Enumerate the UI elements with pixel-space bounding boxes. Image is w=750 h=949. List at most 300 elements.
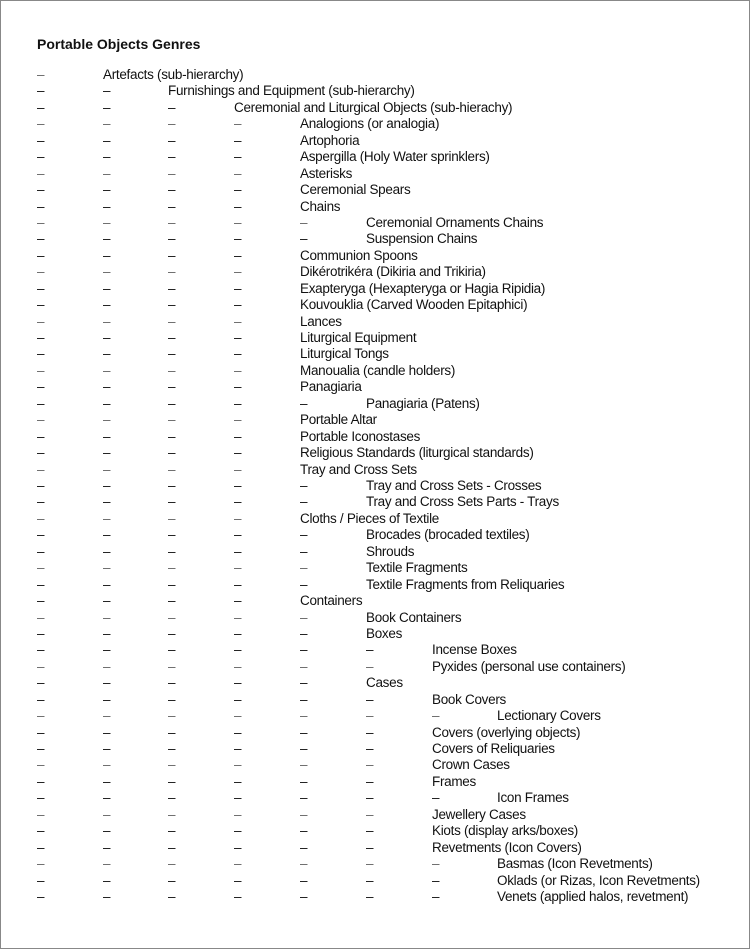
list-item-label: Shrouds xyxy=(366,543,415,559)
level-dash: – xyxy=(234,708,242,724)
list-item-label: Kiots (display arks/boxes) xyxy=(432,823,579,839)
level-dash: – xyxy=(300,658,308,674)
level-dash: – xyxy=(168,675,176,691)
level-dash: – xyxy=(168,691,176,707)
level-dash: – xyxy=(234,593,242,609)
list-item xyxy=(0,363,750,379)
level-dash: – xyxy=(168,149,176,165)
level-dash: – xyxy=(103,576,111,592)
level-dash: – xyxy=(103,297,111,313)
level-dash: – xyxy=(168,116,176,132)
list-item xyxy=(0,297,750,313)
level-dash: – xyxy=(366,708,374,724)
level-dash: – xyxy=(234,560,242,576)
level-dash: – xyxy=(168,543,176,559)
level-dash: – xyxy=(234,362,242,378)
level-dash: – xyxy=(300,806,308,822)
list-item xyxy=(0,231,750,247)
level-dash: – xyxy=(103,724,111,740)
level-dash: – xyxy=(300,823,308,839)
list-item xyxy=(0,757,750,773)
level-dash: – xyxy=(234,856,242,872)
list-item-label: Liturgical Tongs xyxy=(300,346,389,362)
list-item xyxy=(0,774,750,790)
level-dash: – xyxy=(234,889,242,904)
level-dash: – xyxy=(300,708,308,724)
level-dash: – xyxy=(234,264,242,280)
level-dash: – xyxy=(366,790,374,806)
level-dash: – xyxy=(103,214,111,230)
level-dash: – xyxy=(103,494,111,510)
level-dash: – xyxy=(168,330,176,346)
level-dash: – xyxy=(366,741,374,757)
level-dash: – xyxy=(300,741,308,757)
level-dash: – xyxy=(234,658,242,674)
list-item-label: Analogions (or analogia) xyxy=(300,116,440,132)
list-item-label: Ceremonial and Liturgical Objects (sub-hierachy) xyxy=(234,99,513,115)
level-dash: – xyxy=(366,658,374,674)
list-item-label: Portable Iconostases xyxy=(300,428,421,444)
level-dash: – xyxy=(168,773,176,789)
list-item xyxy=(0,396,750,412)
list-item-label: Book Covers xyxy=(432,691,506,707)
list-item xyxy=(0,83,750,99)
level-dash: – xyxy=(300,889,308,904)
list-item-label: Portable Altar xyxy=(300,412,377,428)
level-dash: – xyxy=(234,543,242,559)
level-dash: – xyxy=(300,691,308,707)
list-item-label: Suspension Chains xyxy=(366,231,478,247)
list-item xyxy=(0,166,750,182)
list-item-label: Crown Cases xyxy=(432,757,510,773)
list-item xyxy=(0,100,750,116)
list-item xyxy=(0,511,750,527)
level-dash: – xyxy=(37,445,45,461)
level-dash: – xyxy=(37,741,45,757)
list-item-label: Boxes xyxy=(366,625,403,641)
level-dash: – xyxy=(168,494,176,510)
list-item xyxy=(0,823,750,839)
level-dash: – xyxy=(37,691,45,707)
list-item-label: Artophoria xyxy=(300,132,360,148)
list-item-label: Liturgical Equipment xyxy=(300,330,417,346)
level-dash: – xyxy=(168,889,176,904)
level-dash: – xyxy=(300,609,308,625)
level-dash: – xyxy=(234,806,242,822)
list-item-label: Covers (overlying objects) xyxy=(432,724,581,740)
list-item-label: Covers of Reliquaries xyxy=(432,741,555,757)
level-dash: – xyxy=(103,165,111,181)
level-dash: – xyxy=(103,313,111,329)
level-dash: – xyxy=(37,165,45,181)
list-item xyxy=(0,889,750,905)
level-dash: – xyxy=(168,280,176,296)
level-dash: – xyxy=(103,330,111,346)
level-dash: – xyxy=(234,182,242,198)
list-item-label: Exapteryga (Hexapteryga or Hagia Ripidia) xyxy=(300,280,546,296)
list-item-label: Venets (applied halos, revetment) xyxy=(497,889,689,904)
level-dash: – xyxy=(234,872,242,888)
level-dash: – xyxy=(234,773,242,789)
level-dash: – xyxy=(37,839,45,855)
level-dash: – xyxy=(300,675,308,691)
level-dash: – xyxy=(234,576,242,592)
level-dash: – xyxy=(103,83,111,99)
level-dash: – xyxy=(37,593,45,609)
level-dash: – xyxy=(168,478,176,493)
list-item xyxy=(0,248,750,264)
level-dash: – xyxy=(366,757,374,773)
level-dash: – xyxy=(37,412,45,428)
level-dash: – xyxy=(37,708,45,724)
list-item xyxy=(0,133,750,149)
level-dash: – xyxy=(103,872,111,888)
level-dash: – xyxy=(168,297,176,313)
level-dash: – xyxy=(103,773,111,789)
level-dash: – xyxy=(234,165,242,181)
list-item xyxy=(0,330,750,346)
level-dash: – xyxy=(234,247,242,263)
level-dash: – xyxy=(103,247,111,263)
level-dash: – xyxy=(300,856,308,872)
level-dash: – xyxy=(168,198,176,214)
level-dash: – xyxy=(234,313,242,329)
list-item-label: Revetments (Icon Covers) xyxy=(432,839,582,855)
level-dash: – xyxy=(37,757,45,773)
level-dash: – xyxy=(103,149,111,165)
level-dash: – xyxy=(37,724,45,740)
level-dash: – xyxy=(234,297,242,313)
list-item xyxy=(0,412,750,428)
level-dash: – xyxy=(37,231,45,247)
level-dash: – xyxy=(300,527,308,543)
level-dash: – xyxy=(103,428,111,444)
level-dash: – xyxy=(103,741,111,757)
level-dash: – xyxy=(168,362,176,378)
level-dash: – xyxy=(234,412,242,428)
level-dash: – xyxy=(37,264,45,280)
list-item xyxy=(0,346,750,362)
level-dash: – xyxy=(168,872,176,888)
level-dash: – xyxy=(234,609,242,625)
level-dash: – xyxy=(234,478,242,493)
level-dash: – xyxy=(234,149,242,165)
list-item xyxy=(0,560,750,576)
level-dash: – xyxy=(37,297,45,313)
level-dash: – xyxy=(168,642,176,658)
list-item xyxy=(0,527,750,543)
level-dash: – xyxy=(168,182,176,198)
level-dash: – xyxy=(432,708,440,724)
level-dash: – xyxy=(37,182,45,198)
level-dash: – xyxy=(168,99,176,115)
level-dash: – xyxy=(234,379,242,395)
level-dash: – xyxy=(234,691,242,707)
list-item-label: Artefacts (sub-hierarchy) xyxy=(103,67,244,82)
level-dash: – xyxy=(234,823,242,839)
level-dash: – xyxy=(37,625,45,641)
list-item-label: Lectionary Covers xyxy=(497,708,601,724)
level-dash: – xyxy=(37,658,45,674)
level-dash: – xyxy=(366,642,374,658)
level-dash: – xyxy=(168,839,176,855)
list-item-label: Frames xyxy=(432,773,476,789)
level-dash: – xyxy=(234,724,242,740)
list-item xyxy=(0,445,750,461)
list-item-label: Kouvouklia (Carved Wooden Epitaphici) xyxy=(300,297,528,313)
level-dash: – xyxy=(103,461,111,477)
level-dash: – xyxy=(103,856,111,872)
level-dash: – xyxy=(300,231,308,247)
level-dash: – xyxy=(37,214,45,230)
level-dash: – xyxy=(37,198,45,214)
level-dash: – xyxy=(300,395,308,411)
level-dash: – xyxy=(234,675,242,691)
level-dash: – xyxy=(103,658,111,674)
list-item-label: Manoualia (candle holders) xyxy=(300,362,456,378)
level-dash: – xyxy=(37,527,45,543)
level-dash: – xyxy=(168,560,176,576)
list-item-label: Communion Spoons xyxy=(300,247,418,263)
list-item-label: Panagiaria (Patens) xyxy=(366,395,480,411)
list-item-label: Pyxides (personal use containers) xyxy=(432,658,626,674)
level-dash: – xyxy=(168,576,176,592)
level-dash: – xyxy=(234,741,242,757)
level-dash: – xyxy=(234,642,242,658)
level-dash: – xyxy=(103,99,111,115)
level-dash: – xyxy=(234,757,242,773)
level-dash: – xyxy=(103,182,111,198)
level-dash: – xyxy=(300,543,308,559)
level-dash: – xyxy=(432,872,440,888)
level-dash: – xyxy=(300,576,308,592)
level-dash: – xyxy=(37,461,45,477)
level-dash: – xyxy=(37,478,45,493)
list-item-label: Dikérotrikéra (Dikiria and Trikiria) xyxy=(300,264,486,280)
level-dash: – xyxy=(366,839,374,855)
level-dash: – xyxy=(300,214,308,230)
list-item xyxy=(0,281,750,297)
level-dash: – xyxy=(234,116,242,132)
level-dash: – xyxy=(103,445,111,461)
list-item-label: Jewellery Cases xyxy=(432,806,526,822)
level-dash: – xyxy=(37,560,45,576)
level-dash: – xyxy=(234,625,242,641)
level-dash: – xyxy=(103,839,111,855)
level-dash: – xyxy=(168,428,176,444)
level-dash: – xyxy=(366,889,374,904)
level-dash: – xyxy=(37,313,45,329)
list-item-label: Tray and Cross Sets xyxy=(300,461,417,477)
level-dash: – xyxy=(103,790,111,806)
level-dash: – xyxy=(37,543,45,559)
list-item xyxy=(0,807,750,823)
level-dash: – xyxy=(168,823,176,839)
level-dash: – xyxy=(37,247,45,263)
level-dash: – xyxy=(168,527,176,543)
level-dash: – xyxy=(168,724,176,740)
level-dash: – xyxy=(168,790,176,806)
level-dash: – xyxy=(37,790,45,806)
level-dash: – xyxy=(168,231,176,247)
level-dash: – xyxy=(168,461,176,477)
level-dash: – xyxy=(168,379,176,395)
list-item-label: Ceremonial Ornaments Chains xyxy=(366,214,544,230)
level-dash: – xyxy=(103,280,111,296)
level-dash: – xyxy=(37,149,45,165)
level-dash: – xyxy=(168,412,176,428)
level-dash: – xyxy=(366,823,374,839)
level-dash: – xyxy=(432,889,440,904)
level-dash: – xyxy=(168,806,176,822)
list-item xyxy=(0,215,750,231)
level-dash: – xyxy=(366,806,374,822)
level-dash: – xyxy=(37,99,45,115)
list-item-label: Tray and Cross Sets Parts - Trays xyxy=(366,494,559,510)
level-dash: – xyxy=(300,494,308,510)
list-item xyxy=(0,544,750,560)
level-dash: – xyxy=(103,379,111,395)
level-dash: – xyxy=(366,856,374,872)
level-dash: – xyxy=(37,872,45,888)
list-item-label: Textile Fragments xyxy=(366,560,468,576)
list-item-label: Book Containers xyxy=(366,609,462,625)
level-dash: – xyxy=(234,214,242,230)
level-dash: – xyxy=(37,856,45,872)
level-dash: – xyxy=(168,609,176,625)
level-dash: – xyxy=(234,346,242,362)
list-item xyxy=(0,692,750,708)
level-dash: – xyxy=(103,708,111,724)
level-dash: – xyxy=(103,116,111,132)
level-dash: – xyxy=(234,494,242,510)
list-item xyxy=(0,741,750,757)
level-dash: – xyxy=(300,724,308,740)
level-dash: – xyxy=(234,198,242,214)
level-dash: – xyxy=(103,231,111,247)
list-item xyxy=(0,149,750,165)
level-dash: – xyxy=(300,625,308,641)
list-item-label: Tray and Cross Sets - Crosses xyxy=(366,478,542,493)
level-dash: – xyxy=(103,757,111,773)
level-dash: – xyxy=(168,132,176,148)
level-dash: – xyxy=(234,839,242,855)
level-dash: – xyxy=(168,625,176,641)
list-item-label: Furnishings and Equipment (sub-hierarchy) xyxy=(168,83,415,99)
level-dash: – xyxy=(37,823,45,839)
level-dash: – xyxy=(103,560,111,576)
level-dash: – xyxy=(366,691,374,707)
level-dash: – xyxy=(103,691,111,707)
list-item xyxy=(0,675,750,691)
level-dash: – xyxy=(103,395,111,411)
list-item xyxy=(0,610,750,626)
list-item-label: Icon Frames xyxy=(497,790,569,806)
list-item-label: Brocades (brocaded textiles) xyxy=(366,527,530,543)
level-dash: – xyxy=(37,576,45,592)
level-dash: – xyxy=(37,362,45,378)
level-dash: – xyxy=(432,856,440,872)
list-item xyxy=(0,478,750,494)
list-item-label: Cases xyxy=(366,675,403,691)
list-item-label: Religious Standards (liturgical standards) xyxy=(300,445,534,461)
level-dash: – xyxy=(37,494,45,510)
level-dash: – xyxy=(234,395,242,411)
level-dash: – xyxy=(168,346,176,362)
level-dash: – xyxy=(37,889,45,904)
list-item xyxy=(0,182,750,198)
level-dash: – xyxy=(300,642,308,658)
level-dash: – xyxy=(366,724,374,740)
level-dash: – xyxy=(366,872,374,888)
list-item-label: Asterisks xyxy=(300,165,353,181)
level-dash: – xyxy=(234,790,242,806)
level-dash: – xyxy=(37,330,45,346)
level-dash: – xyxy=(103,823,111,839)
level-dash: – xyxy=(37,346,45,362)
level-dash: – xyxy=(37,280,45,296)
level-dash: – xyxy=(103,346,111,362)
list-item-label: Basmas (Icon Revetments) xyxy=(497,856,653,872)
level-dash: – xyxy=(103,675,111,691)
level-dash: – xyxy=(103,609,111,625)
level-dash: – xyxy=(168,395,176,411)
level-dash: – xyxy=(37,609,45,625)
list-item-label: Cloths / Pieces of Textile xyxy=(300,510,440,526)
level-dash: – xyxy=(37,428,45,444)
list-item xyxy=(0,626,750,642)
list-item-label: Panagiaria xyxy=(300,379,362,395)
level-dash: – xyxy=(37,132,45,148)
list-item xyxy=(0,642,750,658)
level-dash: – xyxy=(37,675,45,691)
level-dash: – xyxy=(234,510,242,526)
level-dash: – xyxy=(37,116,45,132)
list-item-label: Chains xyxy=(300,198,341,214)
list-item xyxy=(0,708,750,724)
level-dash: – xyxy=(103,806,111,822)
level-dash: – xyxy=(37,379,45,395)
list-item xyxy=(0,840,750,856)
list-item xyxy=(0,116,750,132)
level-dash: – xyxy=(234,527,242,543)
level-dash: – xyxy=(168,214,176,230)
level-dash: – xyxy=(168,757,176,773)
list-item-label: Aspergilla (Holy Water sprinklers) xyxy=(300,149,490,165)
level-dash: – xyxy=(103,642,111,658)
level-dash: – xyxy=(168,313,176,329)
list-item-label: Oklads (or Rizas, Icon Revetments) xyxy=(497,872,700,888)
level-dash: – xyxy=(300,478,308,493)
level-dash: – xyxy=(103,527,111,543)
level-dash: – xyxy=(234,231,242,247)
list-item xyxy=(0,462,750,478)
list-item xyxy=(0,67,750,83)
level-dash: – xyxy=(37,806,45,822)
level-dash: – xyxy=(103,198,111,214)
level-dash: – xyxy=(37,395,45,411)
level-dash: – xyxy=(168,247,176,263)
level-dash: – xyxy=(103,412,111,428)
level-dash: – xyxy=(234,461,242,477)
level-dash: – xyxy=(103,132,111,148)
level-dash: – xyxy=(300,839,308,855)
level-dash: – xyxy=(103,362,111,378)
level-dash: – xyxy=(432,790,440,806)
list-item xyxy=(0,264,750,280)
level-dash: – xyxy=(366,773,374,789)
level-dash: – xyxy=(300,757,308,773)
